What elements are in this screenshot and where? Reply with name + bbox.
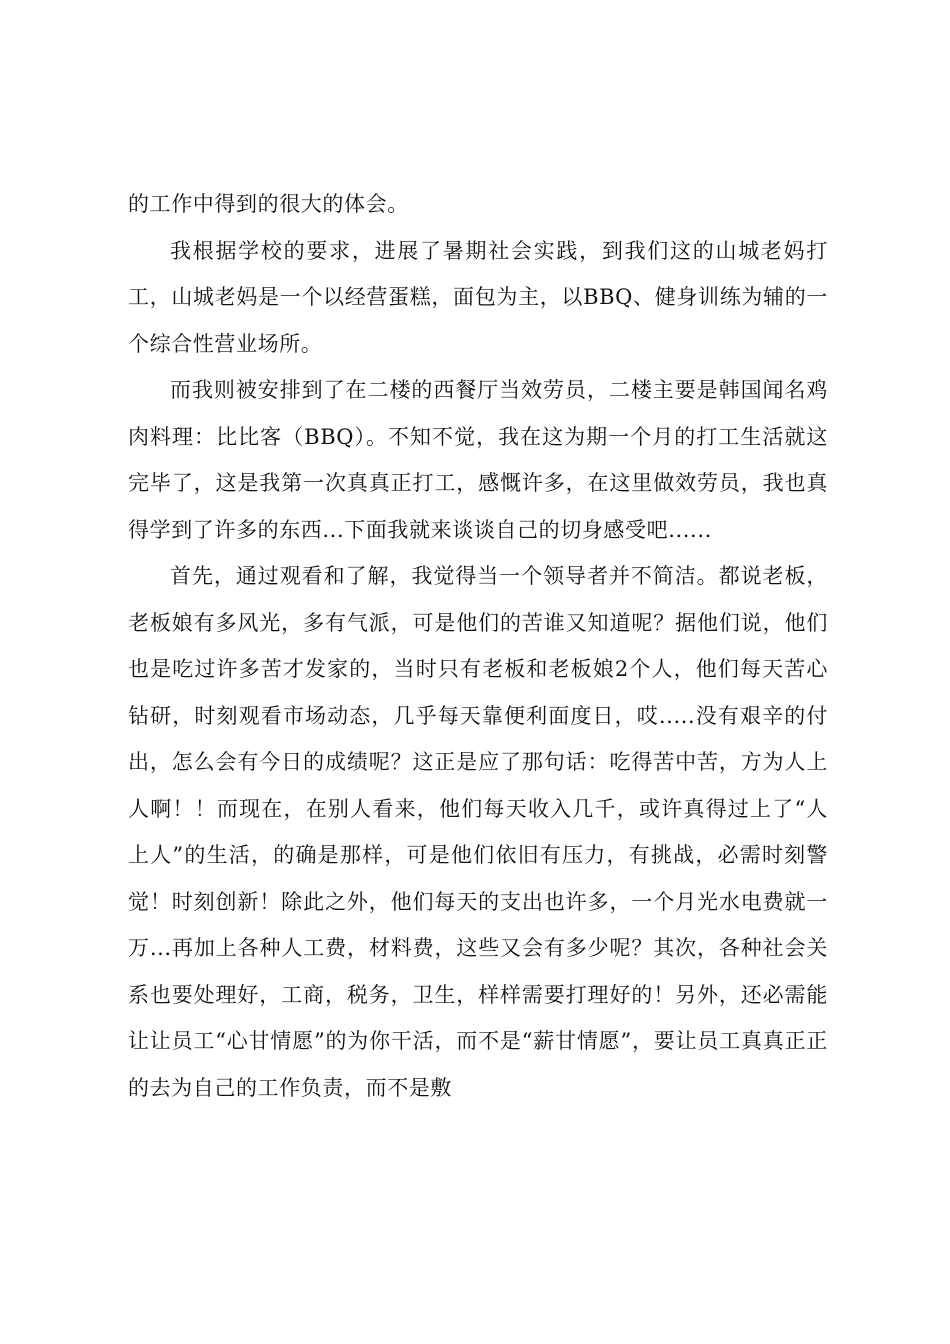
paragraph-3: 而我则被安排到了在二楼的西餐厅当效劳员，二楼主要是韩国闻名鸡肉料理：比比客（BBQ）。不知不觉，我在这为期一个月的打工生活就这完毕了，这是我第一次真真正打工，感慨许多，在这里做效劳员，我也真得学到了许多的东西...下面我就来谈谈自己的切身感受吧...... [128, 378, 828, 542]
paragraph-1: 的工作中得到的很大的体会。 [128, 192, 409, 216]
paragraph-4: 首先，通过观看和了解，我觉得当一个领导者并不简洁。都说老板，老板娘有多风光，多有气派，可是他们的苦谁又知道呢？据他们说，他们也是吃过许多苦才发家的，当时只有老板和老板娘2个人，他们每天苦心钻研，时刻观看市场动态，几乎每天靠便利面度日，哎.....没有艰辛的付出，怎么会有今日的成绩呢？这正是应了那句话：吃得苦中苦，方为人上人啊！！而现在，在别人看来，他们每天收入几千，或许真得过上了“人上人”的生活，的确是那样，可是他们依旧有压力，有挑战，必需时刻警觉！时刻创新！除此之外，他们每天的支出也许多，一个月光水电费就一万...再加上各种人工费，材料费，这些又会有多少呢？其次，各种社会关系也要处理好，工商，税务，卫生，样样需要打理好的！另外，还必需能让让员工“心甘情愿”的为你干活，而不是“薪甘情愿”，要让员工真真正正的去为自己的工作负责，而不是敷 [128, 564, 828, 1100]
document-body [128, 181, 828, 1111]
paragraph-2: 我根据学校的要求，进展了暑期社会实践，到我们这的山城老妈打工，山城老妈是一个以经营蛋糕，面包为主，以BBQ、健身训练为辅的一个综合性营业场所。 [128, 238, 828, 356]
